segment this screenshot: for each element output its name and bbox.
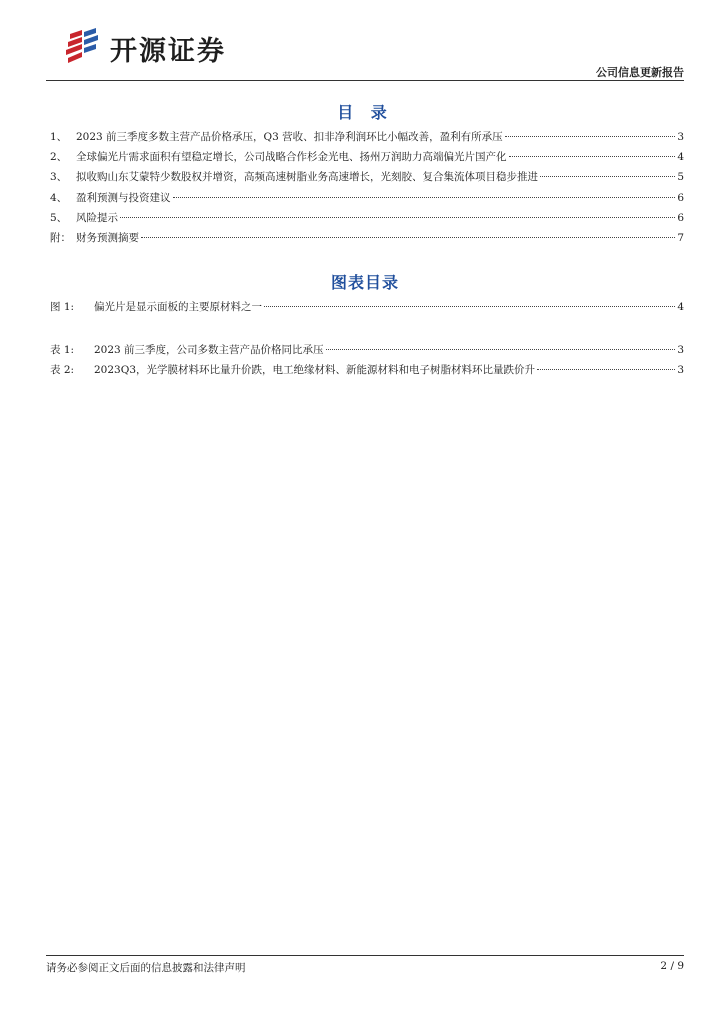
brand-logo [60, 26, 226, 70]
toc-item-page: 5 [677, 171, 684, 184]
toc-item-page: 6 [677, 191, 684, 204]
table-item-number: 表 2: [50, 364, 75, 377]
figure-item-page: 4 [677, 301, 684, 313]
toc-title: 目 录 [337, 103, 393, 122]
toc-item-number: 5、 [50, 211, 68, 224]
toc-leader [120, 217, 675, 218]
toc-item-text: 2023 前三季度多数主营产品价格承压，Q3 营收、扣非净利润环比小幅改善，盈利有所承压 [76, 131, 503, 143]
toc-item-number: 2、 [50, 151, 68, 164]
figure-item-number: 图 1: [50, 301, 75, 313]
table-item[interactable] [50, 362, 684, 382]
toc-item-text: 拟收购山东艾蒙特少数股权并增资，高频高速树脂业务高速增长，光刻胶、复合集流体项目稳步推进 [76, 171, 538, 184]
table-item-text: 2023 前三季度，公司多数主营产品价格同比承压 [94, 344, 324, 356]
toc-item[interactable] [50, 230, 684, 250]
toc-leader [505, 136, 676, 137]
toc-item-text: 风险提示 [76, 211, 118, 224]
report-type-label: 公司信息更新报告 [596, 66, 684, 79]
brand-mark-icon [60, 26, 104, 70]
figure-list [50, 299, 684, 319]
footer-disclaimer: 请务必参阅正文后面的信息披露和法律声明 [46, 962, 246, 974]
charts-toc-title: 图表目录 [330, 273, 399, 292]
toc-item-page: 6 [677, 211, 684, 224]
table-item-number: 表 1: [50, 344, 75, 356]
toc-item-number: 附： [50, 231, 71, 244]
table-item-page: 3 [677, 344, 684, 356]
table-item-text: 2023Q3，光学膜材料环比量升价跌，电工绝缘材料、新能源材料和电子树脂材料环比量跌价升 [94, 364, 536, 377]
toc-leader [540, 176, 675, 177]
toc-leader [264, 306, 675, 307]
toc-item[interactable] [50, 149, 684, 169]
toc-item-page: 7 [677, 231, 684, 244]
toc-item-text: 盈利预测与投资建议 [76, 191, 171, 204]
toc-item[interactable] [50, 129, 684, 149]
brand-name: 开源证券 [110, 35, 226, 67]
toc-item[interactable] [50, 190, 684, 210]
table-list [50, 342, 684, 382]
toc-leader [326, 349, 676, 350]
figure-item[interactable] [50, 299, 684, 319]
figure-item-text: 偏光片是显示面板的主要原材料之一 [94, 301, 262, 313]
toc-item-page: 3 [677, 131, 684, 143]
toc-item-text: 全球偏光片需求面积有望稳定增长，公司战略合作杉金光电、扬州万润助力高端偏光片国产化 [76, 151, 507, 164]
toc-leader [509, 156, 676, 157]
toc-item-page: 4 [677, 151, 684, 164]
toc-item-number: 1、 [50, 131, 68, 143]
toc-item-number: 3、 [50, 171, 68, 184]
toc-item-number: 4、 [50, 191, 68, 204]
page-indicator: 2 / 9 [660, 960, 684, 972]
toc-item-text: 财务预测摘要 [76, 231, 139, 244]
toc-item[interactable] [50, 210, 684, 230]
table-item[interactable] [50, 342, 684, 362]
toc-list [50, 129, 684, 250]
toc-leader [173, 197, 676, 198]
footer-divider [46, 955, 684, 956]
toc-leader [141, 237, 675, 238]
table-item-page: 3 [677, 364, 684, 377]
page-header [46, 20, 684, 84]
toc-item[interactable] [50, 169, 684, 189]
toc-leader [537, 369, 675, 370]
header-divider [46, 80, 684, 81]
